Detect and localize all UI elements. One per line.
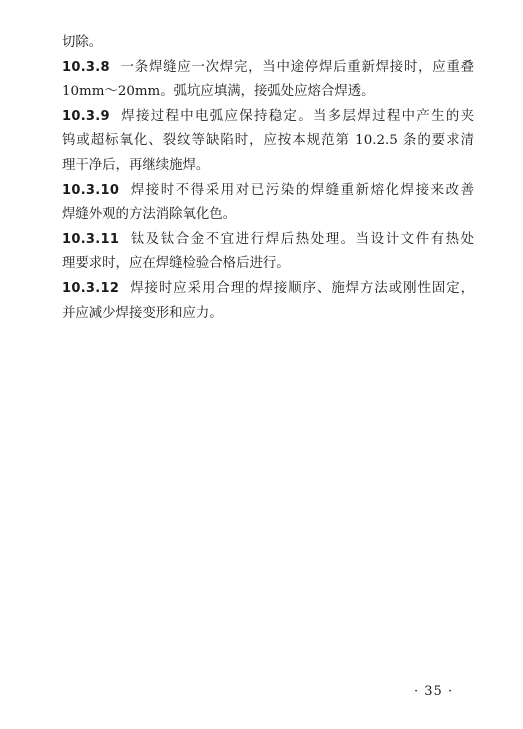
paragraph-line: 并应减少焊接变形和应力。 bbox=[62, 305, 223, 321]
clause-10-3-9-line-1 bbox=[62, 105, 474, 130]
paragraph-line: 焊接时应采用合理的焊接顺序、施焊方法或刚性固定， bbox=[129, 280, 474, 296]
paragraph-line: 10mm～20mm。弧坑应填满，接弧处应熔合焊透。 bbox=[62, 84, 375, 100]
paragraph-line: 焊缝外观的方法消除氧化色。 bbox=[62, 207, 237, 223]
clause-10-3-11-line-1 bbox=[62, 228, 474, 253]
paragraph-line: 一条焊缝应一次焊完，当中途停焊后重新焊接时，应重叠 bbox=[119, 59, 474, 75]
paragraph-line: 钛及钛合金不宜进行焊后热处理。当设计文件有热处 bbox=[129, 231, 474, 247]
paragraph-line: 焊接过程中电弧应保持稳定。当多层焊过程中产生的夹 bbox=[119, 108, 474, 124]
clause-10-3-10-line-1 bbox=[62, 179, 474, 204]
clause-10-3-12-line-1 bbox=[62, 277, 474, 302]
paragraph-line: 理干净后，再继续施焊。 bbox=[62, 157, 210, 173]
page-number: · 35 · bbox=[414, 684, 454, 699]
clause-number: 10.3.8 bbox=[62, 59, 110, 75]
clause-number: 10.3.11 bbox=[62, 231, 120, 247]
clause-number: 10.3.9 bbox=[62, 108, 110, 124]
clause-number: 10.3.10 bbox=[62, 182, 120, 198]
paragraph-line: 钨或超标氧化、裂纹等缺陷时，应按本规范第 10.2.5 条的要求清 bbox=[62, 133, 474, 149]
paragraph-line: 理要求时，应在焊缝检验合格后进行。 bbox=[62, 256, 290, 272]
clause-10-3-8-line-1 bbox=[62, 56, 474, 81]
paragraph-line: 切除。 bbox=[62, 35, 103, 50]
clause-number: 10.3.12 bbox=[62, 280, 120, 296]
body-text bbox=[62, 31, 474, 326]
paragraph-line: 焊接时不得采用对已污染的焊缝重新熔化焊接来改善 bbox=[129, 182, 474, 198]
